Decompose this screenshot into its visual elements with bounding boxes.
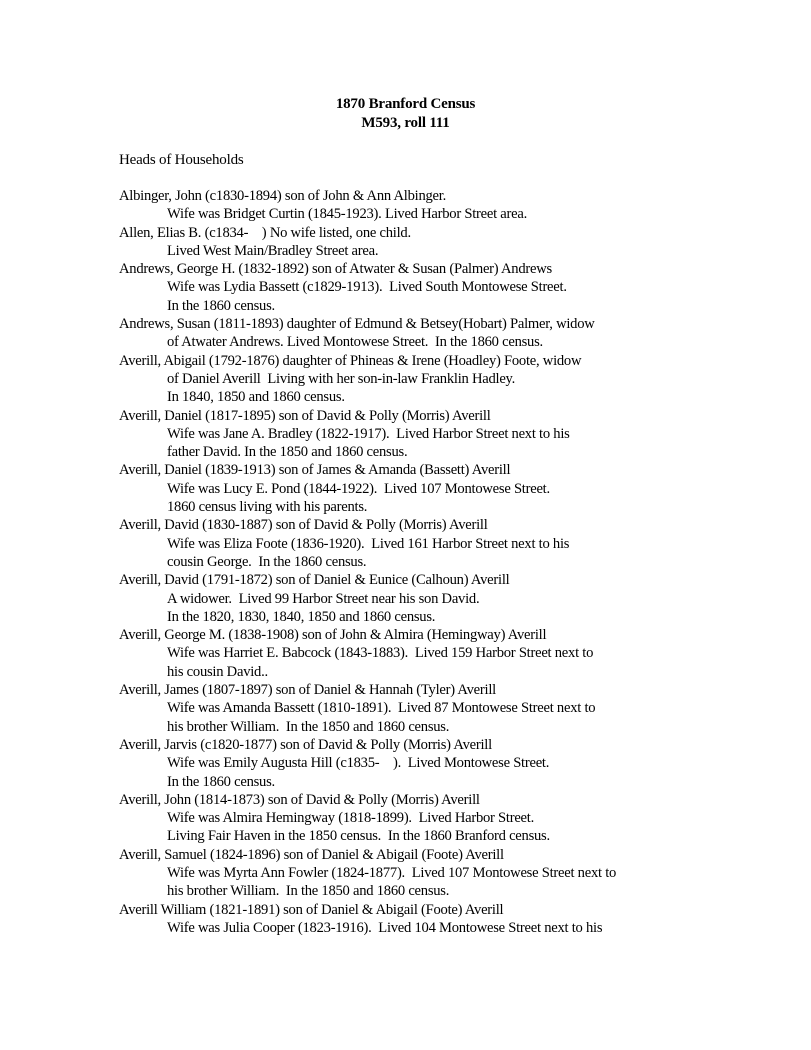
household-detail-line: Wife was Amanda Bassett (1810-1891). Lived 87 Montowese Street next to <box>167 700 596 717</box>
household-detail-line: 1860 census living with his parents. <box>167 499 368 516</box>
household-detail-line: Wife was Myrta Ann Fowler (1824-1877). Lived 107 Montowese Street next to <box>167 864 617 881</box>
household-detail-line: Wife was Harriet E. Babcock (1843-1883). Lived 159 Harbor Street next to <box>167 645 594 662</box>
document-subtitle: M593, roll 111 <box>361 115 450 131</box>
household-entry <box>119 315 699 352</box>
household-head-line: Allen, Elias B. (c1834- ) No wife listed, one child. <box>119 224 411 241</box>
household-head-line: Averill, Daniel (1839-1913) son of James & Amanda (Bassett) Averill <box>119 462 511 479</box>
household-detail-line: Wife was Lydia Bassett (c1829-1913). Lived South Montowese Street. <box>167 279 567 296</box>
household-detail-line: In the 1860 census. <box>167 773 275 790</box>
household-head-line: Averill, Jarvis (c1820-1877) son of David & Polly (Morris) Averill <box>119 736 492 753</box>
household-head-line: Averill, David (1791-1872) son of Daniel & Eunice (Calhoun) Averill <box>119 572 510 589</box>
household-list <box>119 187 699 937</box>
household-detail-line: his brother William. In the 1850 and 1860 census. <box>167 718 450 735</box>
household-head-line: Averill, George M. (1838-1908) son of John & Almira (Hemingway) Averill <box>119 627 547 644</box>
household-head-line: Averill, John (1814-1873) son of David & Polly (Morris) Averill <box>119 791 480 808</box>
household-detail-line: Lived West Main/Bradley Street area. <box>167 242 379 259</box>
household-detail-line: Wife was Lucy E. Pond (1844-1922). Lived 107 Montowese Street. <box>167 480 550 497</box>
household-detail-line: Wife was Eliza Foote (1836-1920). Lived 161 Harbor Street next to his <box>167 535 570 552</box>
household-entry <box>119 516 699 571</box>
household-detail-line: his brother William. In the 1850 and 1860 census. <box>167 883 450 900</box>
household-entry <box>119 187 699 224</box>
household-detail-line: Wife was Julia Cooper (1823-1916). Lived 104 Montowese Street next to his <box>167 919 603 936</box>
household-entry <box>119 791 699 846</box>
household-detail-line: Wife was Almira Hemingway (1818-1899). Lived Harbor Street. <box>167 810 534 827</box>
household-entry <box>119 846 699 901</box>
household-detail-line: Wife was Emily Augusta Hill (c1835- ). Lived Montowese Street. <box>167 755 550 772</box>
household-entry <box>119 260 699 315</box>
household-detail-line: In the 1860 census. <box>167 297 275 314</box>
household-detail-line: In the 1820, 1830, 1840, 1850 and 1860 census. <box>167 608 436 625</box>
household-entry <box>119 626 699 681</box>
household-entry <box>119 681 699 736</box>
household-entry <box>119 224 699 261</box>
household-entry <box>119 461 699 516</box>
household-detail-line: Living Fair Haven in the 1850 census. In the 1860 Branford census. <box>167 828 550 845</box>
household-detail-line: of Atwater Andrews. Lived Montowese Street. In the 1860 census. <box>167 334 543 351</box>
household-head-line: Averill, David (1830-1887) son of David & Polly (Morris) Averill <box>119 517 488 534</box>
household-detail-line: Wife was Jane A. Bradley (1822-1917). Lived Harbor Street next to his <box>167 425 570 442</box>
household-head-line: Averill, Abigail (1792-1876) daughter of Phineas & Irene (Hoadley) Foote, widow <box>119 352 582 369</box>
document-title: 1870 Branford Census <box>335 96 476 112</box>
household-detail-line: In 1840, 1850 and 1860 census. <box>167 389 345 406</box>
household-head-line: Andrews, Susan (1811-1893) daughter of Edmund & Betsey(Hobart) Palmer, widow <box>119 316 595 333</box>
household-detail-line: father David. In the 1850 and 1860 census. <box>167 444 408 461</box>
household-entry <box>119 407 699 462</box>
household-head-line: Averill, James (1807-1897) son of Daniel & Hannah (Tyler) Averill <box>119 682 496 699</box>
household-detail-line: cousin George. In the 1860 census. <box>167 553 367 570</box>
household-entry <box>119 352 699 407</box>
household-entry <box>119 736 699 791</box>
household-head-line: Averill William (1821-1891) son of Daniel & Abigail (Foote) Averill <box>119 901 504 918</box>
section-heading: Heads of Households <box>119 152 244 168</box>
household-detail-line: of Daniel Averill Living with her son-in-law Franklin Hadley. <box>167 370 516 387</box>
household-detail-line: Wife was Bridget Curtin (1845-1923). Lived Harbor Street area. <box>167 206 527 223</box>
household-head-line: Andrews, George H. (1832-1892) son of Atwater & Susan (Palmer) Andrews <box>119 261 552 278</box>
household-entry <box>119 571 699 626</box>
household-head-line: Averill, Samuel (1824-1896) son of Daniel & Abigail (Foote) Averill <box>119 846 504 863</box>
household-head-line: Albinger, John (c1830-1894) son of John & Ann Albinger. <box>119 188 446 204</box>
household-detail-line: his cousin David.. <box>167 663 268 680</box>
household-head-line: Averill, Daniel (1817-1895) son of David & Polly (Morris) Averill <box>119 407 491 424</box>
household-entry <box>119 901 699 938</box>
household-detail-line: A widower. Lived 99 Harbor Street near his son David. <box>167 590 480 607</box>
